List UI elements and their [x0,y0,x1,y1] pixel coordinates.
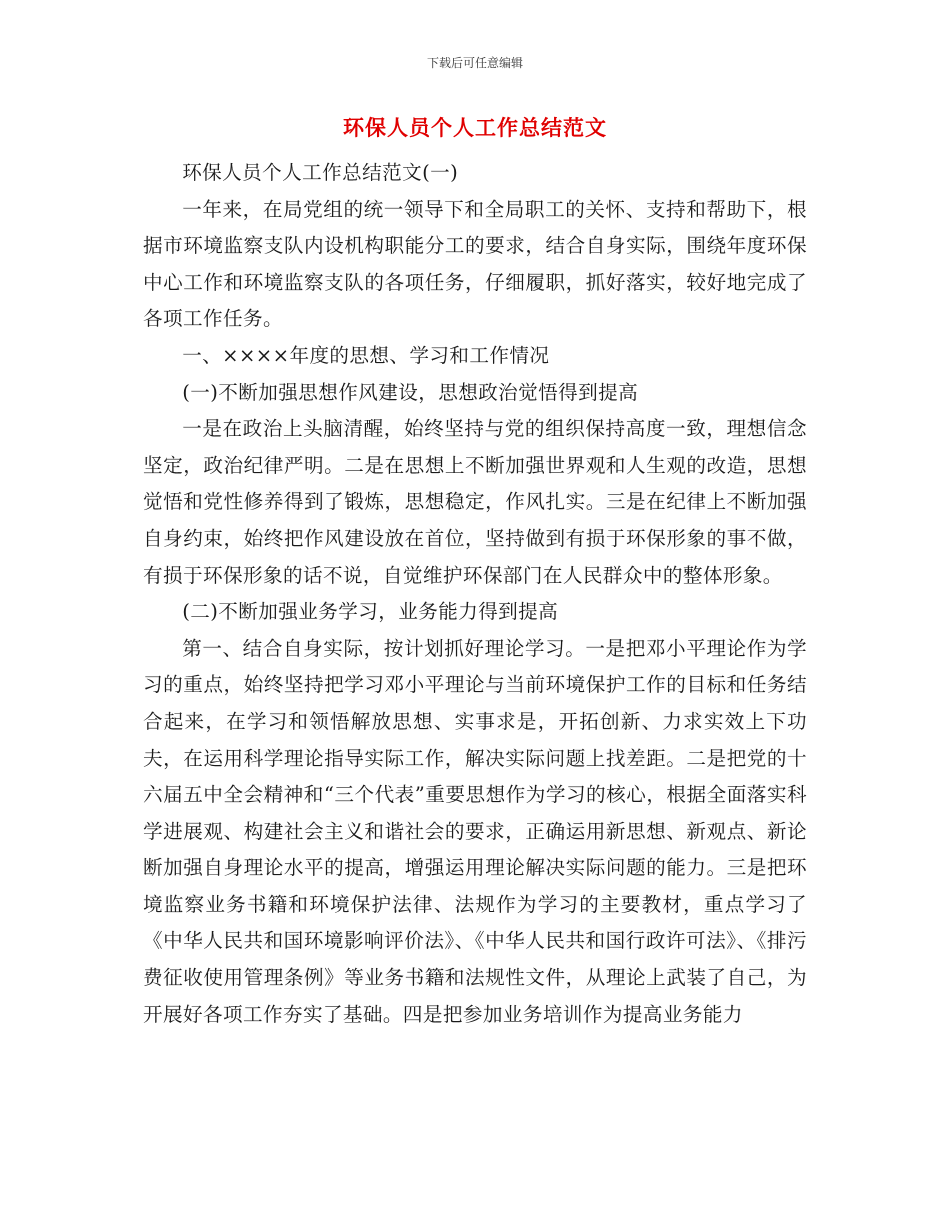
document-body [143,155,807,1033]
document-title: 环保人员个人工作总结范文 [343,115,607,140]
paragraph: 一是在政治上头脑清醒，始终坚持与党的组织保持高度一致，理想信念坚定，政治纪律严明。二是在思想上不断加强世界观和人生观的改造，思想觉悟和党性修养得到了锻炼，思想稳定，作风扎实。三是在纪律上不断加强自身约束，始终把作风建设放在首位，坚持做到有损于环保形象的事不做，有损于环保形象的话不说，自觉维护环保部门在人民群众中的整体形象。 [143,417,807,587]
paragraph: 第一、结合自身实际，按计划抓好理论学习。一是把邓小平理论作为学习的重点，始终坚持把学习邓小平理论与当前环境保护工作的目标和任务结合起来，在学习和领悟解放思想、实事求是，开拓创新、力求实效上下功夫，在运用科学理论指导实际工作，解决实际问题上找差距。二是把党的十六届五中全会精神和“三个代表”重要思想作为学习的核心，根据全面落实科学进展观、构建社会主义和谐社会的要求，正确运用新思想、新观点、新论断加强自身理论水平的提高，增强运用理论解决实际问题的能力。三是把环境监察业务书籍和环境保护法律、法规作为学习的主要教材，重点学习了《中华人民共和国环境影响评价法》、《中华人民共和国行政许可法》、《排污费征收使用管理条例》等业务书籍和法规性文件，从理论上武装了自己，为开展好各项工作夯实了基础。四是把参加业务培训作为提高业务能力 [143,636,807,1026]
subsection-heading: (二)不断加强业务学习，业务能力得到提高 [182,600,559,624]
header-note: 下载后可任意编辑 [426,56,523,70]
paragraph: 一年来，在局党组的统一领导下和全局职工的关怀、支持和帮助下，根据市环境监察支队内设机构职能分工的要求，结合自身实际，围绕年度环保中心工作和环境监察支队的各项任务，仔细履职，抓好落实，较好地完成了各项工作任务。 [143,197,807,331]
section-heading: 环保人员个人工作总结范文(一) [182,161,459,184]
subsection-heading: (一)不断加强思想作风建设，思想政治觉悟得到提高 [182,380,639,404]
section-heading: 一、××××年度的思想、学习和工作情况 [182,343,550,367]
